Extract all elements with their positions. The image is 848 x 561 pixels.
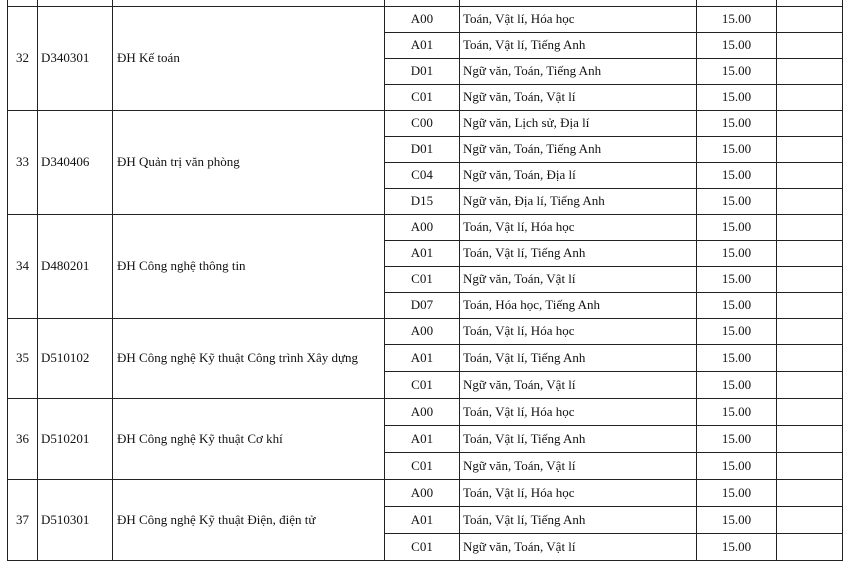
combination-subjects: Toán, Vật lí, Tiếng Anh	[460, 506, 697, 533]
cell-empty	[777, 162, 843, 188]
program-name: ĐH Công nghệ thông tin	[113, 214, 385, 318]
combination-subjects: Ngữ văn, Toán, Vật lí	[460, 372, 697, 399]
cell-empty	[777, 240, 843, 266]
program-name: ĐH Công nghệ Kỹ thuật Điện, điện tử	[113, 479, 385, 560]
program-name: ĐH Quản trị văn phòng	[113, 110, 385, 214]
combination-subjects: Ngữ văn, Toán, Tiếng Anh	[460, 58, 697, 84]
cell-empty	[777, 6, 843, 32]
cell-empty	[777, 479, 843, 506]
cell-empty	[777, 188, 843, 214]
program-name: ĐH Kế toán	[113, 6, 385, 110]
combination-code: C01	[385, 372, 460, 399]
table-row	[8, 318, 843, 345]
min-score: 15.00	[697, 292, 777, 318]
admission-score-table	[7, 0, 843, 561]
cell-empty	[777, 266, 843, 292]
combination-code: A01	[385, 32, 460, 58]
min-score: 15.00	[697, 533, 777, 560]
cell-empty	[777, 58, 843, 84]
combination-code: A01	[385, 240, 460, 266]
min-score: 15.00	[697, 318, 777, 345]
program-number: 33	[8, 110, 38, 214]
min-score: 15.00	[697, 188, 777, 214]
cell-empty	[777, 399, 843, 426]
program-code: D340406	[38, 110, 113, 214]
combination-code: A00	[385, 6, 460, 32]
combination-subjects: Toán, Vật lí, Hóa học	[460, 318, 697, 345]
min-score: 15.00	[697, 479, 777, 506]
program-code: D510102	[38, 318, 113, 399]
combination-subjects: Toán, Vật lí, Hóa học	[460, 214, 697, 240]
min-score: 15.00	[697, 162, 777, 188]
combination-subjects: Ngữ văn, Lịch sử, Địa lí	[460, 110, 697, 136]
combination-subjects: Ngữ văn, Toán, Vật lí	[460, 452, 697, 479]
combination-subjects: Ngữ văn, Toán, Địa lí	[460, 162, 697, 188]
program-code: D510301	[38, 479, 113, 560]
table-row	[8, 110, 843, 136]
combination-code: D01	[385, 136, 460, 162]
table-body	[8, 0, 843, 560]
min-score: 15.00	[697, 136, 777, 162]
combination-subjects: Toán, Vật lí, Hóa học	[460, 399, 697, 426]
min-score: 15.00	[697, 6, 777, 32]
combination-subjects: Ngữ văn, Toán, Tiếng Anh	[460, 136, 697, 162]
combination-code: C01	[385, 452, 460, 479]
table-row	[8, 6, 843, 32]
combination-code: D15	[385, 188, 460, 214]
min-score: 15.00	[697, 214, 777, 240]
min-score: 15.00	[697, 345, 777, 372]
combination-subjects: Toán, Hóa học, Tiếng Anh	[460, 292, 697, 318]
program-code: D510201	[38, 399, 113, 480]
min-score: 15.00	[697, 84, 777, 110]
program-number: 35	[8, 318, 38, 399]
combination-subjects: Toán, Vật lí, Tiếng Anh	[460, 426, 697, 453]
combination-subjects: Toán, Vật lí, Tiếng Anh	[460, 32, 697, 58]
combination-code: A00	[385, 214, 460, 240]
cell-empty	[777, 110, 843, 136]
program-number: 34	[8, 214, 38, 318]
combination-subjects: Toán, Vật lí, Hóa học	[460, 479, 697, 506]
combination-code: A00	[385, 479, 460, 506]
combination-code: C01	[385, 533, 460, 560]
cell-empty	[777, 372, 843, 399]
cell-empty	[777, 136, 843, 162]
min-score: 15.00	[697, 58, 777, 84]
min-score: 15.00	[697, 266, 777, 292]
min-score: 15.00	[697, 240, 777, 266]
combination-subjects: Ngữ văn, Toán, Vật lí	[460, 266, 697, 292]
cell-empty	[777, 292, 843, 318]
combination-code: C04	[385, 162, 460, 188]
program-name: ĐH Công nghệ Kỹ thuật Công trình Xây dựng	[113, 318, 385, 399]
combination-code: C00	[385, 110, 460, 136]
cell-empty	[777, 84, 843, 110]
combination-subjects: Ngữ văn, Địa lí, Tiếng Anh	[460, 188, 697, 214]
program-code: D340301	[38, 6, 113, 110]
program-number: 36	[8, 399, 38, 480]
combination-code: D01	[385, 58, 460, 84]
table-row	[8, 214, 843, 240]
combination-code: A01	[385, 426, 460, 453]
min-score: 15.00	[697, 110, 777, 136]
combination-subjects: Toán, Vật lí, Tiếng Anh	[460, 240, 697, 266]
cell-empty	[777, 506, 843, 533]
cell-empty	[777, 452, 843, 479]
cell-empty	[777, 214, 843, 240]
combination-subjects: Toán, Vật lí, Tiếng Anh	[460, 345, 697, 372]
program-number: 32	[8, 6, 38, 110]
combination-subjects: Ngữ văn, Toán, Vật lí	[460, 533, 697, 560]
min-score: 15.00	[697, 32, 777, 58]
combination-code: D07	[385, 292, 460, 318]
min-score: 15.00	[697, 426, 777, 453]
combination-code: A00	[385, 318, 460, 345]
min-score: 15.00	[697, 399, 777, 426]
combination-code: A00	[385, 399, 460, 426]
table-row	[8, 399, 843, 426]
combination-subjects: Toán, Vật lí, Hóa học	[460, 6, 697, 32]
min-score: 15.00	[697, 452, 777, 479]
table-row	[8, 479, 843, 506]
cell-empty	[777, 426, 843, 453]
min-score: 15.00	[697, 506, 777, 533]
program-code: D480201	[38, 214, 113, 318]
cell-empty	[777, 32, 843, 58]
min-score: 15.00	[697, 372, 777, 399]
combination-subjects: Ngữ văn, Toán, Vật lí	[460, 84, 697, 110]
cell-empty	[777, 318, 843, 345]
combination-code: C01	[385, 84, 460, 110]
program-number: 37	[8, 479, 38, 560]
cell-empty	[777, 345, 843, 372]
combination-code: C01	[385, 266, 460, 292]
program-name: ĐH Công nghệ Kỹ thuật Cơ khí	[113, 399, 385, 480]
combination-code: A01	[385, 506, 460, 533]
cell-empty	[777, 533, 843, 560]
combination-code: A01	[385, 345, 460, 372]
